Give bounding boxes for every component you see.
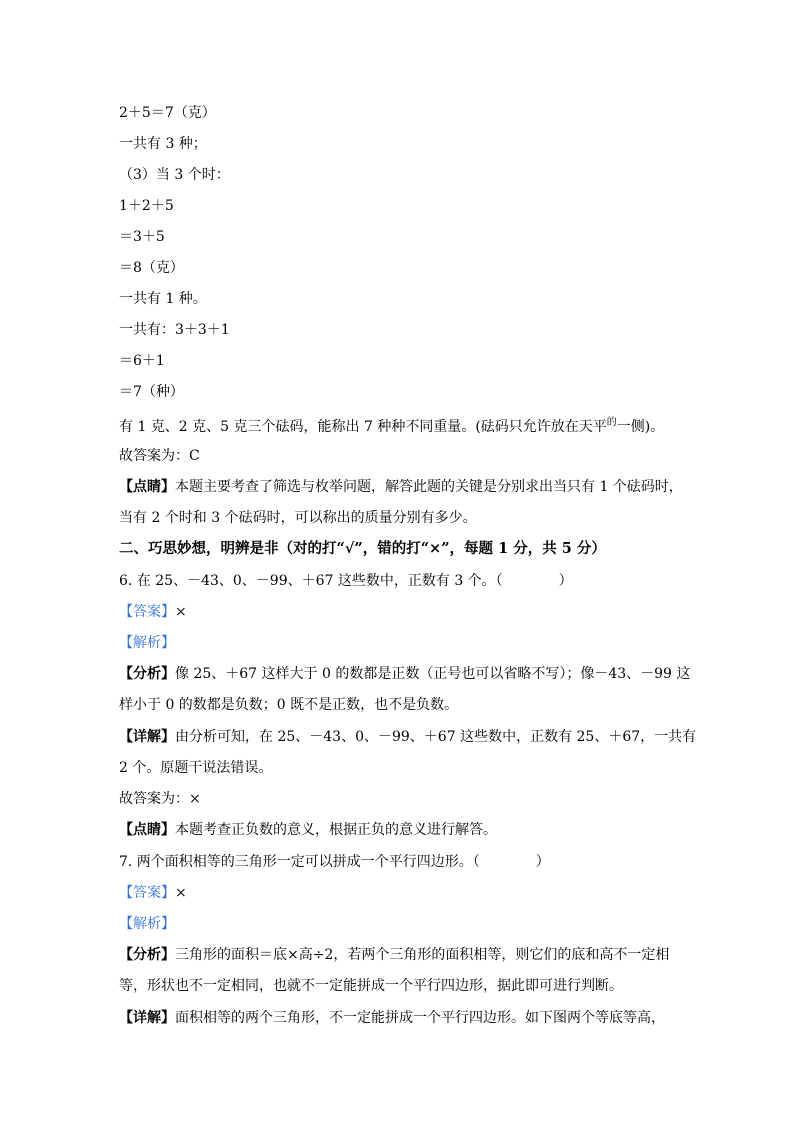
conclusion-line — [119, 418, 664, 438]
analysis-row — [119, 634, 175, 652]
xiangjie-row — [119, 1009, 665, 1027]
text-line: 样小于 0 的数都是负数；0 既不是正数，也不是负数。 — [119, 697, 459, 713]
text-line: ＝3＋5 — [119, 229, 165, 245]
superscript-text: 的 — [606, 417, 617, 428]
answer-line: 故答案为：× — [119, 791, 201, 807]
text-line: ＝6＋1 — [119, 353, 165, 369]
xiangjie-row — [119, 728, 696, 746]
text-line: 一共有：3＋3＋1 — [119, 322, 230, 338]
answer-value: × — [175, 885, 187, 901]
text-line: 一共有 1 种。 — [119, 291, 207, 307]
fenxi-text: 三角形的面积＝底×高÷2，若两个三角形的面积相等，则它们的底和高不一定相 — [175, 947, 670, 963]
question-7: 7. 两个面积相等的三角形一定可以拼成一个平行四边形。（ ） — [119, 854, 550, 870]
text-line: 1＋2＋5 — [119, 198, 174, 214]
xiangjie-text: 由分析可知，在 25、－43、0、－99、＋67 这些数中，正数有 25、＋67，一共有 — [175, 729, 697, 745]
question-6: 6. 在 25、－43、0、－99、＋67 这些数中，正数有 3 个。（ ） — [119, 573, 573, 589]
section-heading: 二、巧思妙想，明辨是非（对的打“√”，错的打“×”，每题 1 分，共 5 分） — [119, 540, 606, 557]
answer-value: × — [175, 604, 187, 620]
xiangjie-tag: 【详解】 — [119, 1010, 175, 1026]
tip-tag: 【点睛】 — [119, 479, 175, 495]
conclusion-text: 有 1 克、2 克、5 克三个砝码，能称出 7 种种不同重量。(砝码只允许放在天平 — [119, 419, 607, 435]
analysis-tag: 【解析】 — [119, 635, 175, 651]
answer-row — [119, 603, 187, 621]
xiangjie-tag: 【详解】 — [119, 729, 175, 745]
tip-text: 本题考查正负数的意义，根据正负的意义进行解答。 — [175, 822, 497, 838]
analysis-tag: 【解析】 — [119, 916, 175, 932]
text-line: ＝8（克） — [119, 260, 184, 276]
fenxi-text: 像 25、＋67 这样大于 0 的数都是正数（正号也可以省略不写）；像－43、－99 这 — [175, 666, 691, 682]
text-line: 2 个。原题干说法错误。 — [119, 760, 273, 776]
tip-text: 本题主要考查了筛选与枚举问题，解答此题的关键是分别求出当只有 1 个砝码时， — [175, 479, 683, 495]
answer-tag: 【答案】 — [119, 885, 175, 901]
tip-line — [119, 478, 683, 496]
text-line: 等，形状也不一定相同，也就不一定能拼成一个平行四边形，据此即可进行判断。 — [119, 978, 623, 994]
tip-tag: 【点睛】 — [119, 822, 175, 838]
answer-line: 故答案为：C — [119, 448, 200, 464]
answer-tag: 【答案】 — [119, 604, 175, 620]
fenxi-row — [119, 946, 669, 964]
xiangjie-text: 面积相等的两个三角形，不一定能拼成一个平行四边形。如下图两个等底等高， — [175, 1010, 665, 1026]
fenxi-row — [119, 665, 690, 683]
text-line: 2＋5＝7（克） — [119, 105, 216, 121]
text-line: （3）当 3 个时： — [119, 167, 230, 183]
analysis-row — [119, 915, 175, 933]
answer-row — [119, 884, 187, 902]
text-line: ＝7（种） — [119, 384, 184, 400]
fenxi-tag: 【分析】 — [119, 666, 175, 682]
tip-line — [119, 821, 497, 839]
text-line: 一共有 3 种； — [119, 136, 207, 152]
fenxi-tag: 【分析】 — [119, 947, 175, 963]
text-line: 当有 2 个时和 3 个砝码时，可以称出的质量分别有多少。 — [119, 510, 477, 526]
conclusion-text-end: 一侧)。 — [616, 419, 665, 435]
